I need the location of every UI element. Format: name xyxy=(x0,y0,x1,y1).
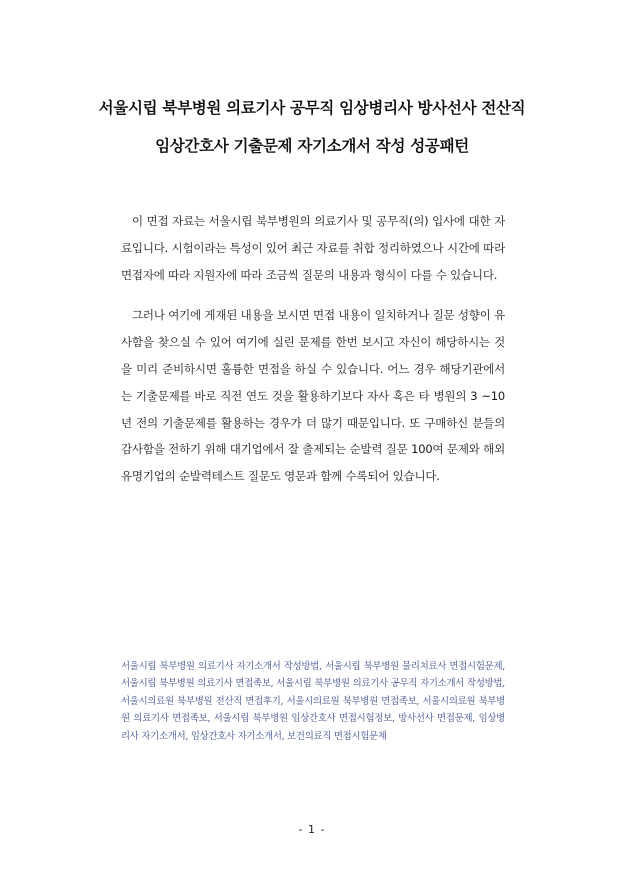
body-paragraph-1: 이 면접 자료는 서울시립 북부병원의 의료기사 및 공무직(의) 입사에 대한 자료입니다. 시험이라는 특성이 있어 최근 자료를 취합 정리하였으나 시간에 따라 면접자에 따라 지원자에 따라 조금씩 질문의 내용과 형식이 다를 수 있습니다. xyxy=(121,214,505,282)
page-number: - 1 - xyxy=(298,823,326,836)
keyword-list: 서울시립 북부병원 의료기사 자기소개서 작성방법, 서울시립 북부병원 물리치료사 면접시험문제, 서울시립 북부병원 의료기사 면접족보, 서울시립 북부병원 의료기사 공무직 자기소개서 작성방법, 서울시의료원 북부병원 전산직 면접후기, 서울시의료원 북부병원 면접족보, 서울시의료원 북부병원 의료기사 면접족보, 서울시립 북부병원 임상간호사 면접시험정보, 방사선사 면접문제, 임상병리사 자기소개서, 임상간호사 자기소개서, 보건의료직 면접시험문제 xyxy=(121,661,505,742)
body-paragraph-2: 그러나 여기에 게재된 내용을 보시면 면접 내용이 일치하거나 질문 성향이 유사함을 찾으실 수 있어 여기에 실린 문제를 한번 보시고 자신이 해당하시는 것을 미리 준비하시면 훌륭한 면접을 하실 수 있습니다. 어느 경우 해당기관에서는 기출문제를 바로 직전 연도 것을 활용하기보다 자사 혹은 타 병원의 3 ~10년 전의 기출문제를 활용하는 경우가 더 많기 때문입니다. 또 구매하신 분들의 감사함을 전하기 위해 대기업에서 잘 출제되는 순발력 질문 100여 문제와 해외 유명기업의 순발력테스트 질문도 영문과 함께 수록되어 있습니다. xyxy=(121,308,505,484)
title-line-2: 임상간호사 기출문제 자기소개서 작성 성공패턴 xyxy=(155,137,469,155)
title-line-1: 서울시립 북부병원 의료기사 공무직 임상병리사 방사선사 전산직 xyxy=(98,99,526,117)
document-title xyxy=(60,96,564,172)
document-body xyxy=(121,208,505,504)
